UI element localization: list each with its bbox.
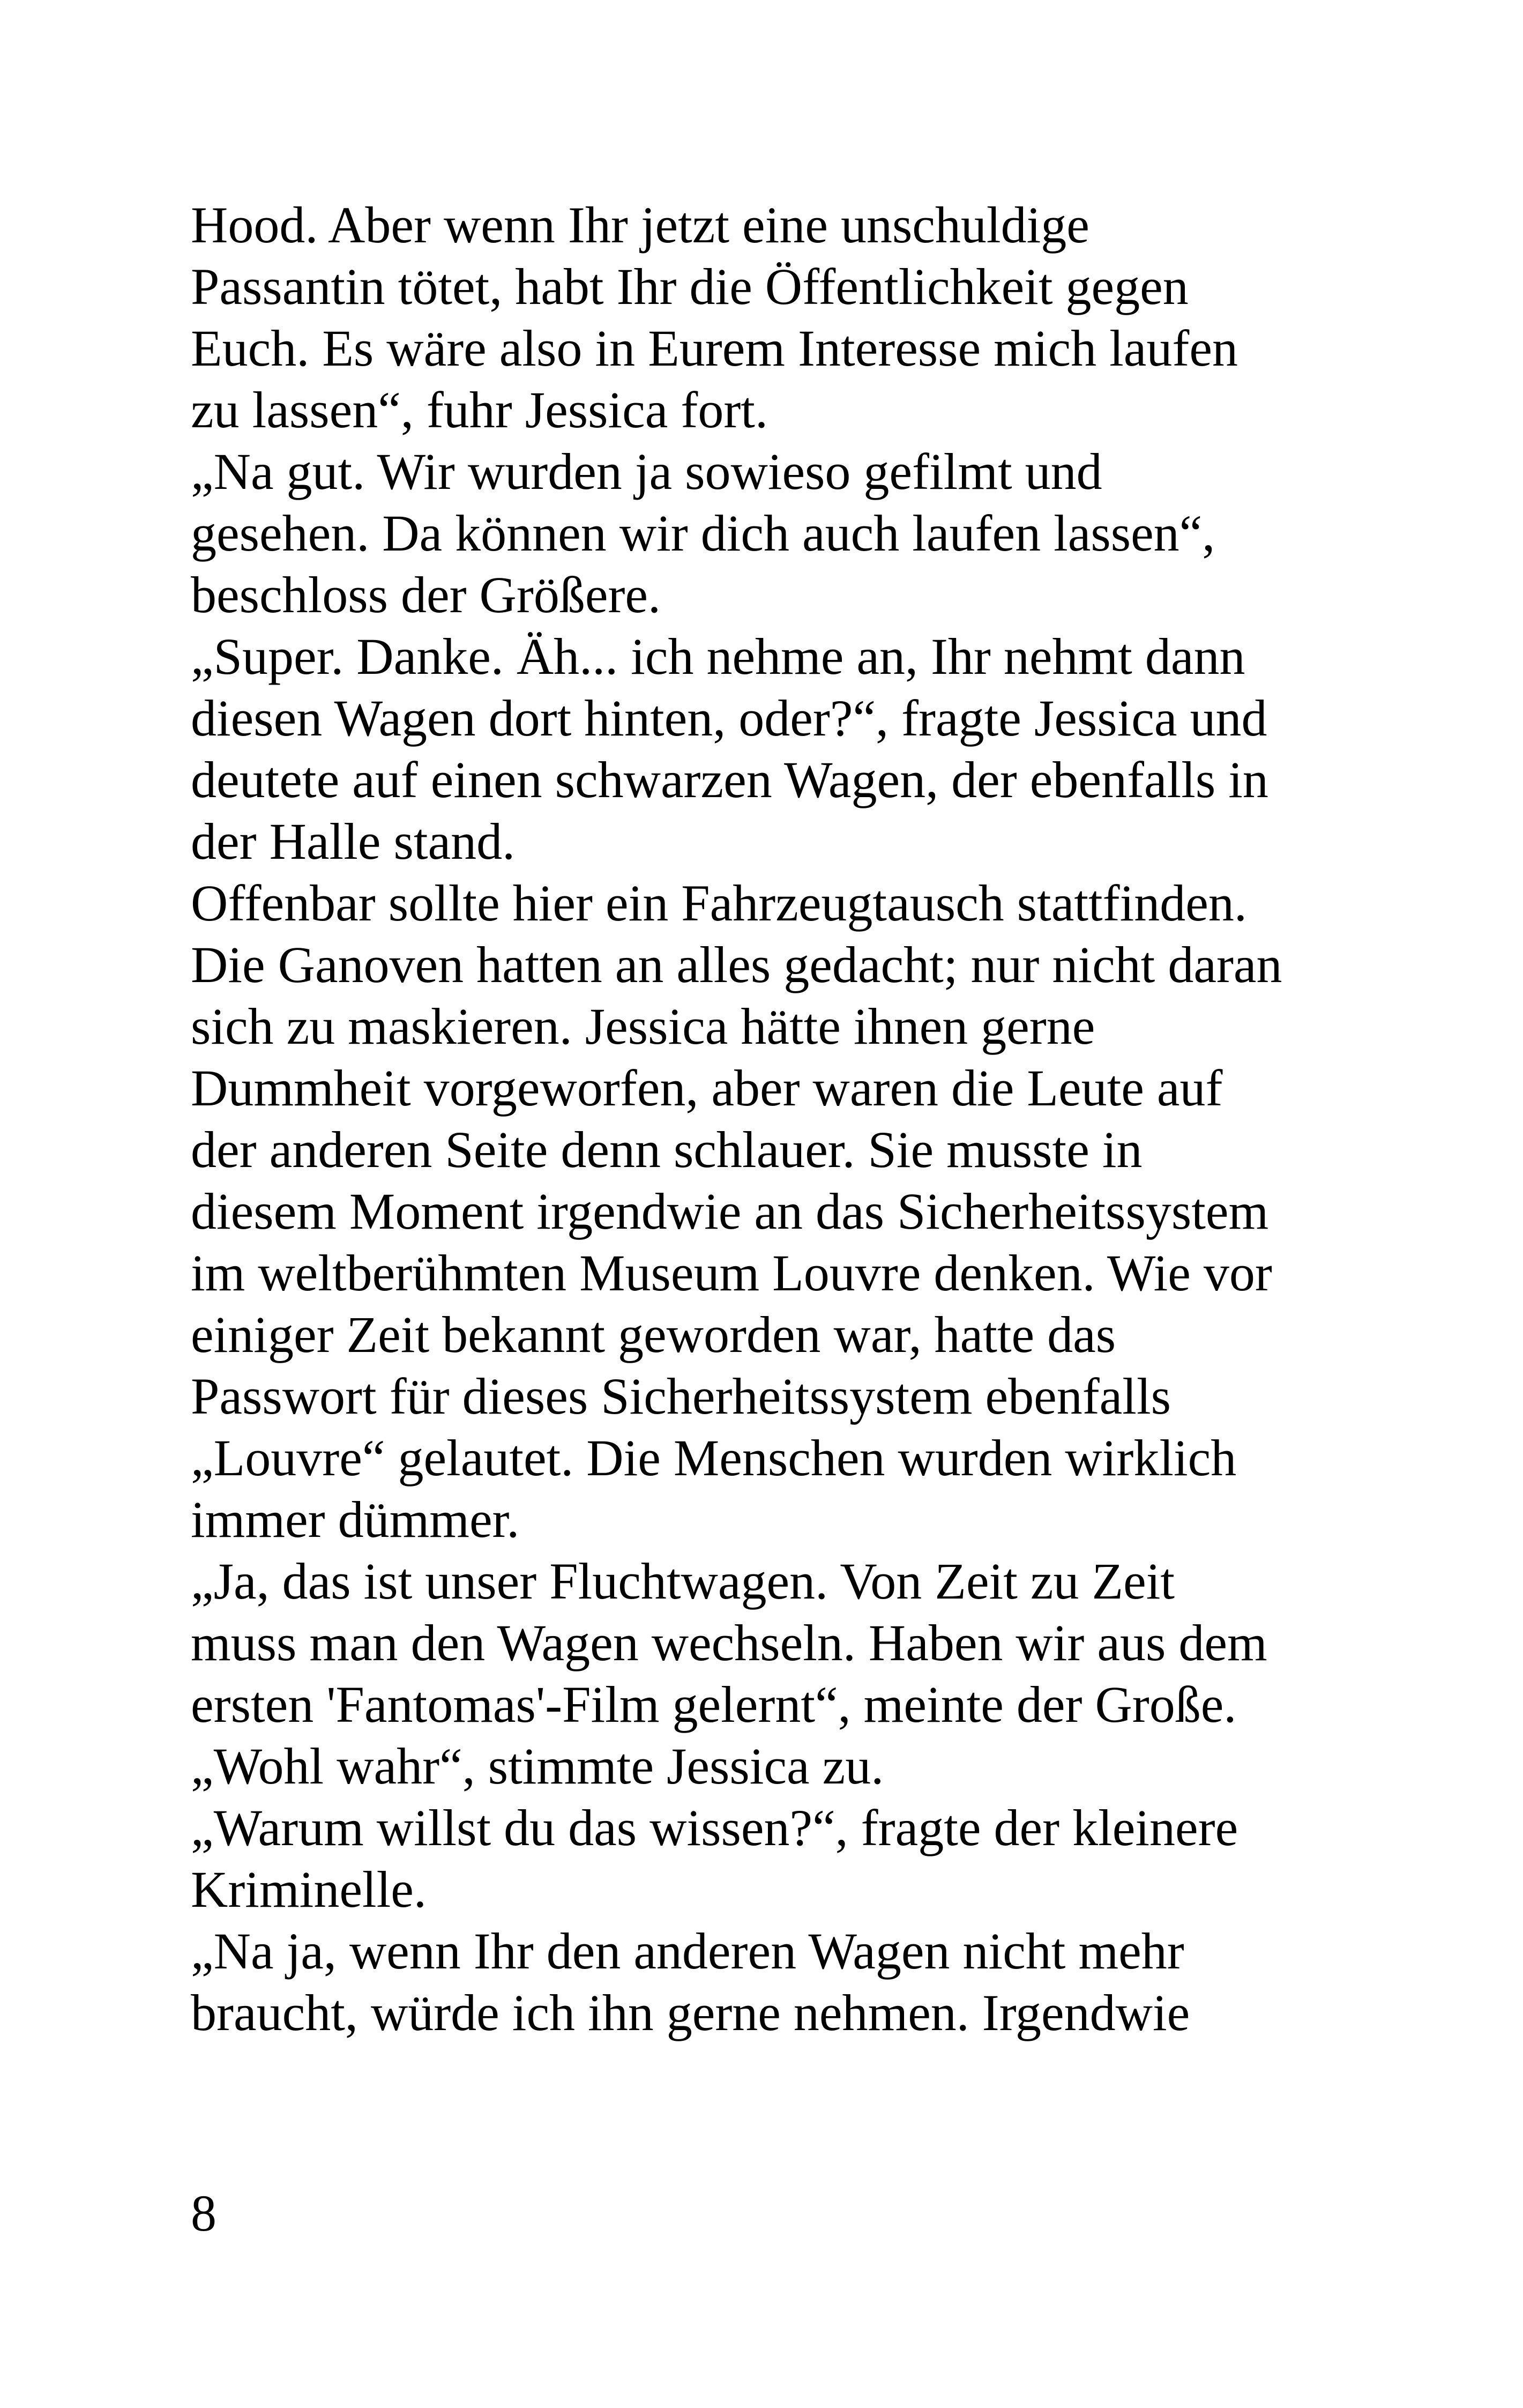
text-line: deutete auf einen schwarzen Wagen, der ebenfalls in	[191, 751, 1268, 808]
text-line: „Warum willst du das wissen?“, fragte der kleinere	[191, 1799, 1238, 1856]
text-line: Dummheit vorgeworfen, aber waren die Leute auf	[191, 1059, 1223, 1117]
text-line: beschloss der Größere.	[191, 566, 661, 623]
text-line: zu lassen“, fuhr Jessica fort.	[191, 381, 768, 439]
text-line: ersten 'Fantomas'-Film gelernt“, meinte der Große.	[191, 1676, 1237, 1733]
text-line: „Na ja, wenn Ihr den anderen Wagen nicht mehr	[191, 1922, 1184, 1980]
text-line: gesehen. Da können wir dich auch laufen lassen“,	[191, 504, 1215, 562]
text-line: sich zu maskieren. Jessica hätte ihnen gerne	[191, 998, 1095, 1055]
text-line: muss man den Wagen wechseln. Haben wir aus dem	[191, 1614, 1267, 1671]
text-line: braucht, würde ich ihn gerne nehmen. Irgendwie	[191, 1984, 1190, 2041]
text-line: Kriminelle.	[191, 1861, 427, 1918]
text-line: Hood. Aber wenn Ihr jetzt eine unschuldige	[191, 196, 1089, 254]
text-line: „Super. Danke. Äh... ich nehme an, Ihr nehmt dann	[191, 628, 1245, 685]
body-text	[191, 194, 1359, 2043]
text-line: Passantin tötet, habt Ihr die Öffentlichkeit gegen	[191, 258, 1189, 315]
text-line: diesen Wagen dort hinten, oder?“, fragte Jessica und	[191, 689, 1267, 747]
text-line: der Halle stand.	[191, 813, 516, 870]
text-line: Offenbar sollte hier ein Fahrzeugtausch stattfinden.	[191, 874, 1247, 932]
text-line: „Ja, das ist unser Fluchtwagen. Von Zeit zu Zeit	[191, 1552, 1175, 1610]
text-line: Die Ganoven hatten an alles gedacht; nur nicht daran	[191, 936, 1282, 993]
text-line: „Na gut. Wir wurden ja sowieso gefilmt und	[191, 443, 1102, 500]
page-number: 8	[191, 2184, 216, 2242]
text-line: „Louvre“ gelautet. Die Menschen wurden wirklich	[191, 1429, 1237, 1487]
text-line: einiger Zeit bekannt geworden war, hatte das	[191, 1306, 1116, 1363]
text-line: Euch. Es wäre also in Eurem Interesse mich laufen	[191, 319, 1238, 377]
text-line: diesem Moment irgendwie an das Sicherheitssystem	[191, 1183, 1269, 1240]
text-line: der anderen Seite denn schlauer. Sie musste in	[191, 1121, 1143, 1178]
text-line: im weltberühmten Museum Louvre denken. Wie vor	[191, 1244, 1272, 1302]
text-line: Passwort für dieses Sicherheitssystem ebenfalls	[191, 1367, 1171, 1425]
text-line: immer dümmer.	[191, 1491, 520, 1548]
text-line: „Wohl wahr“, stimmte Jessica zu.	[191, 1737, 884, 1795]
